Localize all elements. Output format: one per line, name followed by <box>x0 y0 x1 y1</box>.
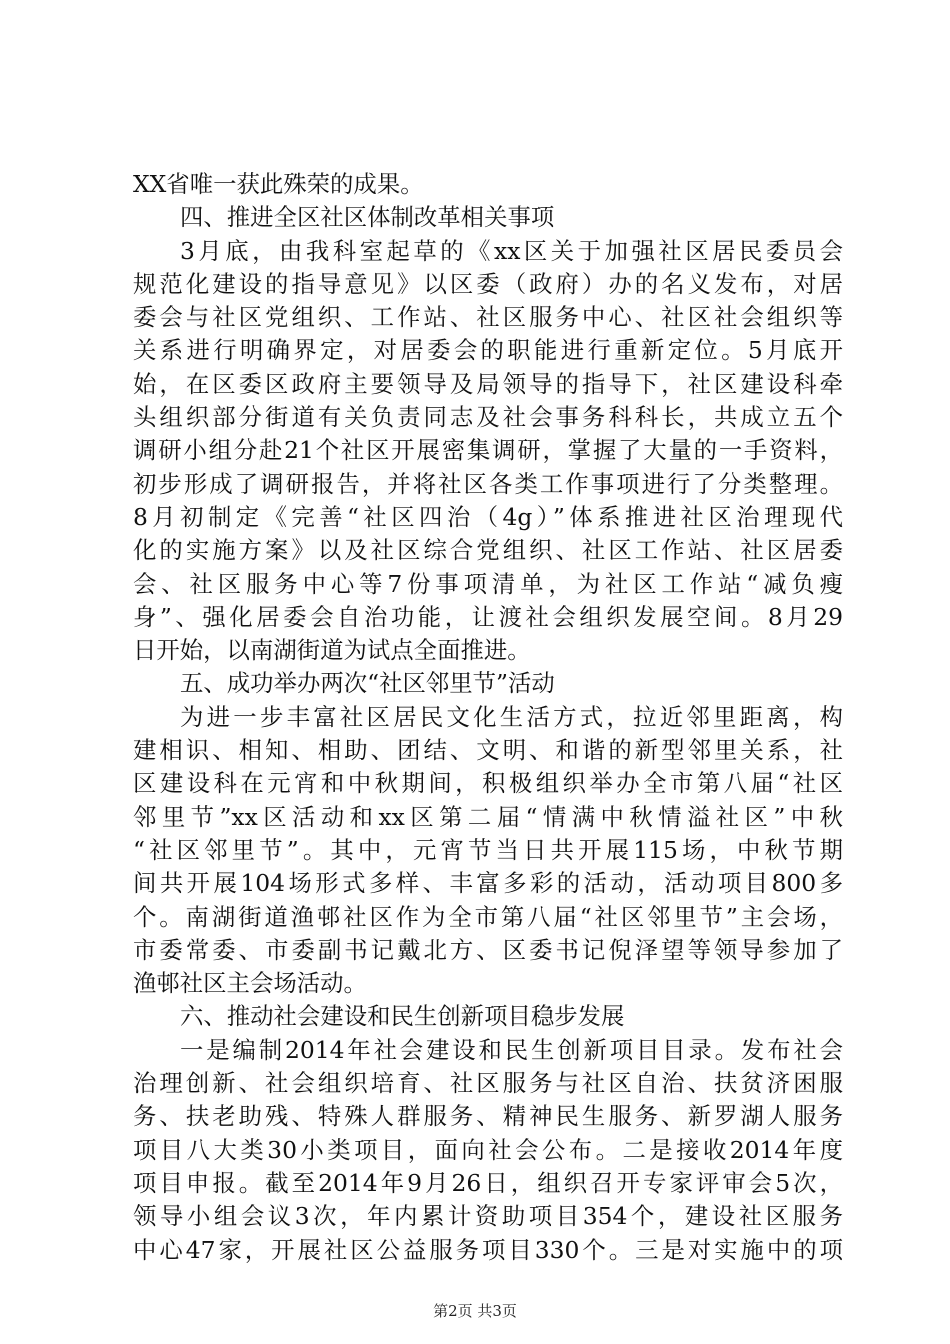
section-heading: 五、成功举办两次“社区邻里节”活动 <box>180 669 555 698</box>
paragraph-line: “社区邻里节”。其中，元宵节当日共开展115场，中秋节期 <box>133 835 843 864</box>
paragraph-line: 化的实施方案》以及社区综合党组织、社区工作站、社区居委 <box>133 536 843 565</box>
paragraph-line: 务、扶老助残、特殊人群服务、精神民生服务、新罗湖人服务 <box>133 1102 843 1131</box>
paragraph-line: 3月底，由我科室起草的《xx区关于加强社区居民委员会 <box>180 236 843 265</box>
section-heading: 四、推进全区社区体制改革相关事项 <box>180 203 555 232</box>
paragraph-line: 为进一步丰富社区居民文化生活方式，拉近邻里距离，构 <box>180 702 843 731</box>
paragraph-line: 个。南湖街道渔邨社区作为全市第八届“社区邻里节”主会场， <box>133 902 843 931</box>
paragraph-line: 日开始，以南湖街道为试点全面推进。 <box>133 636 531 665</box>
paragraph-line: 身”、强化居委会自治功能，让渡社会组织发展空间。8月29 <box>133 602 843 631</box>
page-number-footer: 第2页 共3页 <box>433 1302 517 1320</box>
paragraph-line: 头组织部分街道有关负责同志及社会事务科科长，共成立五个 <box>133 403 843 432</box>
paragraph-line: 建相识、相知、相助、团结、文明、和谐的新型邻里关系，社 <box>133 736 843 765</box>
paragraph-line: 项目八大类30小类项目，面向社会公布。二是接收2014年度 <box>133 1135 843 1164</box>
paragraph-line: 间共开展104场形式多样、丰富多彩的活动，活动项目800多 <box>133 869 843 898</box>
document-body <box>133 168 843 1267</box>
paragraph-line: XX省唯一获此殊荣的成果。 <box>133 170 424 198</box>
paragraph-line: 会、社区服务中心等7份事项清单，为社区工作站“减负瘦 <box>133 569 843 598</box>
paragraph-line: 调研小组分赴21个社区开展密集调研，掌握了大量的一手资料， <box>133 436 843 465</box>
paragraph-line: 一是编制2014年社会建设和民生创新项目目录。发布社会 <box>180 1035 843 1064</box>
paragraph-line: 治理创新、社会组织培育、社区服务与社区自治、扶贫济困服 <box>133 1069 843 1098</box>
paragraph-line: 关系进行明确界定，对居委会的职能进行重新定位。5月底开 <box>133 336 843 365</box>
paragraph-line: 区建设科在元宵和中秋期间，积极组织举办全市第八届“社区 <box>133 769 843 798</box>
paragraph-line: 项目申报。截至2014年9月26日，组织召开专家评审会5次， <box>133 1168 843 1197</box>
paragraph-line: 委会与社区党组织、工作站、社区服务中心、社区社会组织等 <box>133 303 843 332</box>
paragraph-line: 渔邨社区主会场活动。 <box>133 969 367 998</box>
paragraph-line: 市委常委、市委副书记戴北方、区委书记倪泽望等领导参加了 <box>133 935 843 964</box>
paragraph-line: 中心47家，开展社区公益服务项目330个。三是对实施中的项 <box>133 1235 843 1264</box>
paragraph-line: 邻里节”xx区活动和xx区第二届“情满中秋情溢社区”中秋 <box>133 802 843 831</box>
section-heading: 六、推动社会建设和民生创新项目稳步发展 <box>180 1002 625 1031</box>
paragraph-line: 规范化建设的指导意见》以区委（政府）办的名义发布，对居 <box>133 269 843 298</box>
paragraph-line: 始，在区委区政府主要领导及局领导的指导下，社区建设科牵 <box>133 369 843 398</box>
paragraph-line: 领导小组会议3次，年内累计资助项目354个，建设社区服务 <box>133 1202 843 1231</box>
paragraph-line: 8月初制定《完善“社区四治（4g）”体系推进社区治理现代 <box>133 502 843 531</box>
paragraph-line: 初步形成了调研报告，并将社区各类工作事项进行了分类整理。 <box>133 469 843 498</box>
